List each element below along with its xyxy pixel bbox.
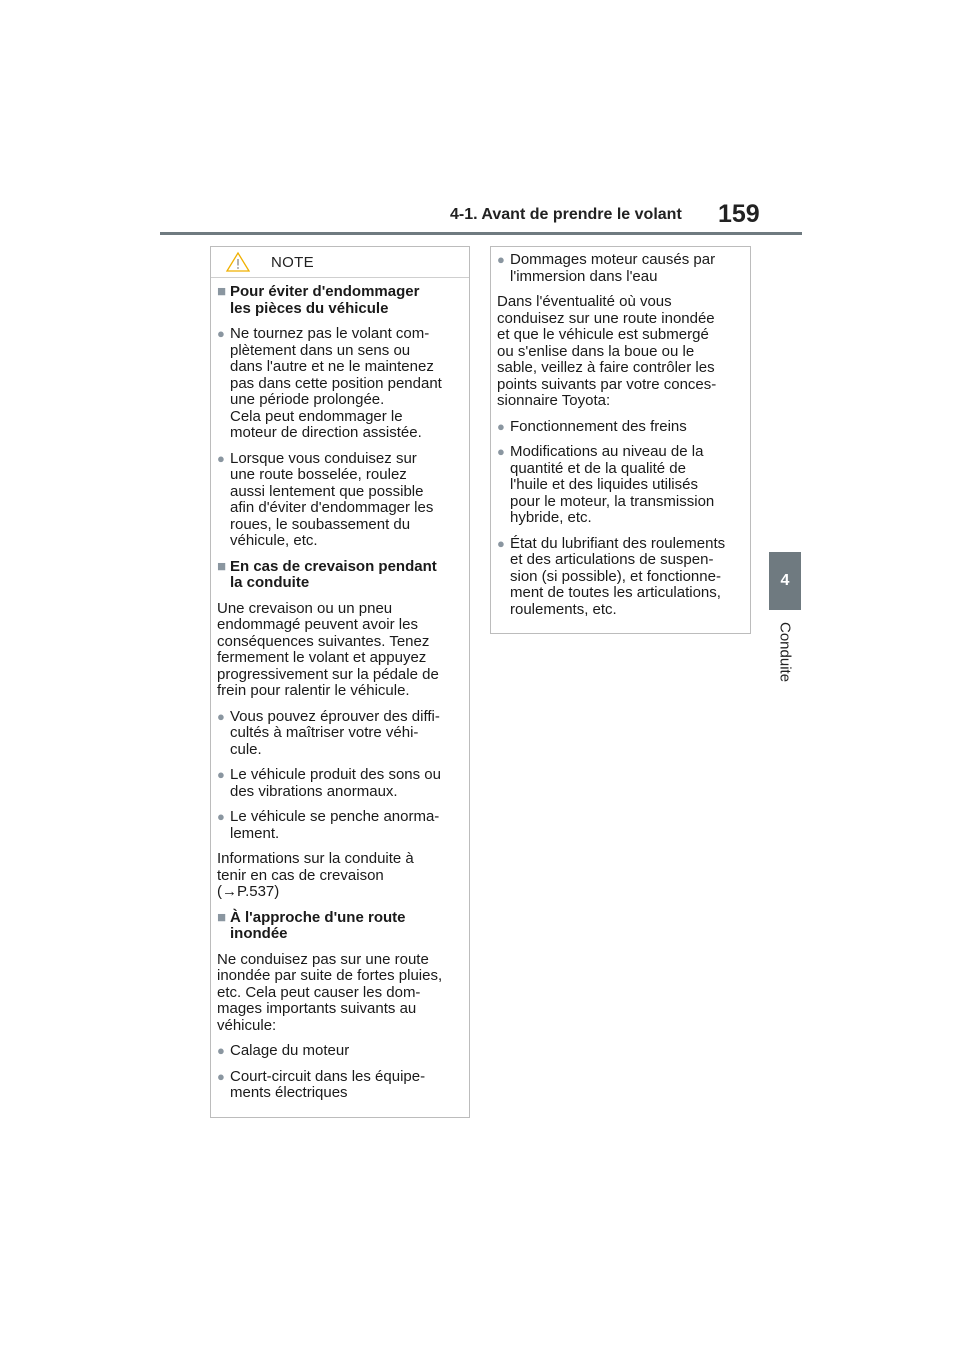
page-reference-paragraph[interactable]: Informations sur la conduite à tenir en cas de crevaison (→P.537) [217, 850, 414, 900]
list-item: ● Fonctionnement des freins [497, 417, 687, 435]
chapter-tab[interactable] [769, 552, 801, 610]
list-item: ● Modifications au niveau de la quantité et de la qualité de l'huile et des liquides utilisés pour le moteur, la transmission hybride, etc. [497, 443, 715, 526]
list-item: ● Vous pouvez éprouver des diffi- cultés à maîtriser votre véhi- cule. [217, 707, 440, 758]
round-bullet-icon: ● [497, 418, 505, 434]
square-bullet-icon: ■ [217, 908, 227, 926]
round-bullet-icon: ● [217, 326, 225, 341]
list-item: ● Lorsque vous conduisez sur une route bosselée, roulez aussi lentement que possible afin d'éviter d'endommager les roues, le soubassement du véhicule, etc. [217, 449, 434, 549]
list-item: ● Le véhicule se penche anorma- lement. [217, 808, 440, 842]
note-content-right [491, 247, 750, 618]
round-bullet-icon: ● [217, 450, 225, 466]
round-bullet-icon: ● [217, 1043, 225, 1058]
page-header-title: 4-1. Avant de prendre le volant [450, 206, 682, 223]
round-bullet-icon: ● [497, 444, 505, 459]
section-heading: ■ En cas de crevaison pendant la conduite [217, 557, 437, 591]
paragraph: Ne conduisez pas sur une route inondée par suite de fortes pluies, etc. Cela peut causer les dom- mages importants suivants au véhicule: [217, 950, 443, 1034]
paragraph: Une crevaison ou un pneu endommagé peuvent avoir les conséquences suivantes. Tenez fermement le volant et appuyez progressivement sur la pédale de frein pour ralentir le véhicule. [217, 599, 439, 699]
header-rule [160, 232, 802, 235]
list-item: ● Court-circuit dans les équipe- ments électriques [217, 1067, 426, 1101]
list-item: ● État du lubrifiant des roulements et des articulations de suspen- sion (si possible), et fonctionne- ment de toutes les articulations, roulements, etc. [497, 534, 726, 618]
round-bullet-icon: ● [217, 809, 225, 824]
list-item: ● Calage du moteur [217, 1042, 350, 1059]
round-bullet-icon: ● [497, 535, 505, 551]
round-bullet-icon: ● [497, 252, 505, 267]
chapter-label: Conduite [776, 622, 794, 683]
paragraph: Dans l'éventualité où vous conduisez sur une route inondée et que le véhicule est submergé ou s'enlise dans la boue ou le sable, veillez à faire contrôler les points suivants par votre conces- sionnaire Toyota: [497, 293, 717, 409]
list-item: ● Le véhicule produit des sons ou des vibrations anormaux. [217, 766, 441, 800]
section-heading: ■ Pour éviter d'endommager les pièces du véhicule [217, 283, 420, 317]
note-box-right [490, 246, 751, 634]
page-number: 159 [718, 200, 760, 228]
square-bullet-icon: ■ [217, 557, 227, 575]
chapter-number: 4 [780, 572, 790, 589]
list-item: ● Dommages moteur causés par l'immersion dans l'eau [497, 251, 716, 285]
note-box-left [210, 246, 470, 1118]
round-bullet-icon: ● [217, 708, 225, 724]
note-title: NOTE [271, 253, 314, 271]
square-bullet-icon: ■ [217, 283, 227, 300]
list-item: ● Ne tournez pas le volant com- plètement dans un sens ou dans l'autre et ne le maintenez pas dans cette position pendant une période prolongée. Cela peut endommager le moteur de direction assistée. [217, 325, 442, 441]
note-content-left [211, 278, 469, 1102]
round-bullet-icon: ● [217, 1068, 225, 1084]
round-bullet-icon: ● [217, 767, 225, 782]
section-heading: ■ À l'approche d'une route inondée [217, 908, 406, 942]
note-header [211, 247, 469, 278]
warning-triangle-icon [225, 251, 251, 273]
